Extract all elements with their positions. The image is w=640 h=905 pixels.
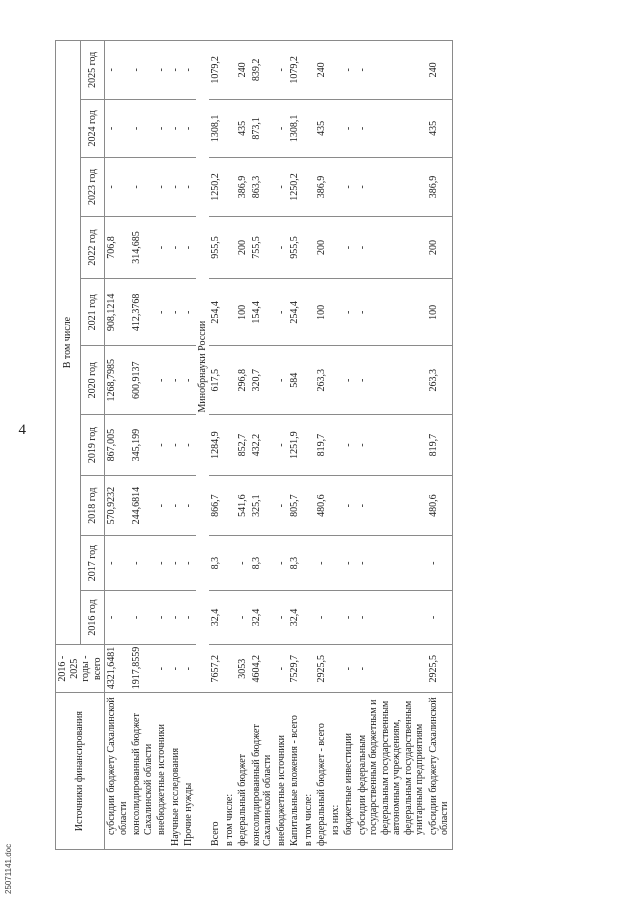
table-row bbox=[155, 41, 169, 850]
table-cell: 244,6814 bbox=[130, 475, 155, 536]
table-cell bbox=[302, 216, 316, 279]
table-cell: - bbox=[130, 536, 155, 590]
table-cell bbox=[223, 158, 237, 217]
table-cell: - bbox=[236, 536, 250, 590]
table-cell: - bbox=[356, 41, 427, 100]
row-label: субсидии федеральным государственным бюджетным и федеральным государственным автономным учреждениям, федеральным государственным унитарным предприятиям bbox=[356, 693, 427, 850]
table-cell: 4604,2 bbox=[250, 645, 275, 693]
table-cell bbox=[223, 41, 237, 100]
table-cell: 254,4 bbox=[288, 279, 302, 346]
table-cell bbox=[223, 415, 237, 476]
table-cell: - bbox=[342, 590, 356, 644]
header-year: 2021 год bbox=[80, 279, 105, 346]
table-cell: - bbox=[155, 279, 169, 346]
table-cell: - bbox=[155, 99, 169, 158]
table-cell: 480,6 bbox=[427, 475, 453, 536]
table-cell: - bbox=[105, 41, 131, 100]
table-cell: 8,3 bbox=[209, 536, 223, 590]
table-cell: 955,5 bbox=[209, 216, 223, 279]
table-cell: 600,9137 bbox=[130, 346, 155, 415]
table-cell: - bbox=[275, 279, 289, 346]
financing-table bbox=[55, 40, 453, 850]
table-cell: - bbox=[275, 158, 289, 217]
table-cell: - bbox=[169, 216, 183, 279]
header-year: 2016 год bbox=[80, 590, 105, 644]
row-label: в том числе: bbox=[302, 693, 316, 850]
table-row bbox=[329, 41, 343, 850]
table-cell bbox=[329, 279, 343, 346]
table-cell bbox=[223, 99, 237, 158]
table-row bbox=[223, 41, 237, 850]
table-cell: 1308,1 bbox=[288, 99, 302, 158]
table-row bbox=[209, 41, 223, 850]
header-year: 2023 год bbox=[80, 158, 105, 217]
table-row bbox=[342, 41, 356, 850]
table-cell: - bbox=[155, 346, 169, 415]
table-cell: 1251,9 bbox=[288, 415, 302, 476]
table-cell: 570,9232 bbox=[105, 475, 131, 536]
table-cell bbox=[329, 645, 343, 693]
table-cell: - bbox=[130, 99, 155, 158]
row-label: федеральный бюджет - всего bbox=[315, 693, 329, 850]
row-label: бюджетные инвестиции bbox=[342, 693, 356, 850]
table-cell: 873,1 bbox=[250, 99, 275, 158]
table-cell: 386,9 bbox=[315, 158, 329, 217]
table-cell: - bbox=[130, 158, 155, 217]
table-row bbox=[169, 41, 183, 850]
table-cell: 100 bbox=[236, 279, 250, 346]
table-cell: - bbox=[182, 346, 196, 415]
table-cell: - bbox=[182, 590, 196, 644]
table-cell: - bbox=[169, 41, 183, 100]
table-cell: - bbox=[169, 645, 183, 693]
table-cell: - bbox=[342, 475, 356, 536]
table-cell: 1250,2 bbox=[209, 158, 223, 217]
row-label: внебюджетные источники bbox=[275, 693, 289, 850]
table-cell: - bbox=[315, 536, 329, 590]
table-cell: 32,4 bbox=[288, 590, 302, 644]
table-cell: 263,3 bbox=[315, 346, 329, 415]
table-cell: 320,7 bbox=[250, 346, 275, 415]
table-cell bbox=[329, 475, 343, 536]
table-cell: - bbox=[356, 346, 427, 415]
table-cell: - bbox=[342, 645, 356, 693]
table-cell: - bbox=[155, 158, 169, 217]
table-cell: 435 bbox=[315, 99, 329, 158]
row-label: внебюджетные источники bbox=[155, 693, 169, 850]
table-cell bbox=[223, 536, 237, 590]
header-year: 2025 год bbox=[80, 41, 105, 100]
table-cell bbox=[329, 99, 343, 158]
row-label: Капитальные вложения - всего bbox=[288, 693, 302, 850]
table-cell: - bbox=[342, 99, 356, 158]
table-cell: - bbox=[169, 590, 183, 644]
table-cell: 200 bbox=[315, 216, 329, 279]
table-cell bbox=[329, 158, 343, 217]
table-cell: - bbox=[182, 279, 196, 346]
table-cell bbox=[302, 590, 316, 644]
table-cell: 200 bbox=[427, 216, 453, 279]
footer-filename: 25071141.doc bbox=[4, 843, 13, 894]
table-cell: - bbox=[182, 415, 196, 476]
table-cell bbox=[196, 693, 210, 850]
table-cell: 412,3768 bbox=[130, 279, 155, 346]
table-cell: 866,7 bbox=[209, 475, 223, 536]
table-cell: - bbox=[356, 279, 427, 346]
header-year: 2018 год bbox=[80, 475, 105, 536]
section-row bbox=[196, 41, 210, 850]
table-cell: 240 bbox=[427, 41, 453, 100]
table-cell: 839,2 bbox=[250, 41, 275, 100]
table-cell bbox=[302, 536, 316, 590]
table-cell: - bbox=[356, 536, 427, 590]
table-row bbox=[315, 41, 329, 850]
table-cell: 852,7 bbox=[236, 415, 250, 476]
table-cell: - bbox=[155, 536, 169, 590]
table-cell: 240 bbox=[315, 41, 329, 100]
table-cell: 1917,8559 bbox=[130, 645, 155, 693]
table-cell: 240 bbox=[236, 41, 250, 100]
table-cell: 805,7 bbox=[288, 475, 302, 536]
table-cell bbox=[329, 536, 343, 590]
header-source: Источники финансирования bbox=[56, 693, 105, 850]
table-cell: - bbox=[182, 216, 196, 279]
table-cell: - bbox=[169, 415, 183, 476]
table-cell: - bbox=[105, 99, 131, 158]
table-row bbox=[236, 41, 250, 850]
row-label: субсидии бюджету Сахалинской области bbox=[427, 693, 453, 850]
table-cell: - bbox=[275, 590, 289, 644]
row-label: субсидии бюджету Сахалинской области bbox=[105, 693, 131, 850]
table-cell: - bbox=[169, 346, 183, 415]
row-label: Научные исследования bbox=[169, 693, 183, 850]
header-row-1 bbox=[56, 41, 81, 850]
table-cell: - bbox=[105, 158, 131, 217]
table-cell: 706,8 bbox=[105, 216, 131, 279]
table-cell: 908,1214 bbox=[105, 279, 131, 346]
table-cell: - bbox=[315, 590, 329, 644]
row-label: федеральный бюджет bbox=[236, 693, 250, 850]
table-cell bbox=[223, 645, 237, 693]
table-cell: 480,6 bbox=[315, 475, 329, 536]
table-cell: - bbox=[356, 158, 427, 217]
table-cell bbox=[329, 590, 343, 644]
table-cell: 154,4 bbox=[250, 279, 275, 346]
header-group: В том числе bbox=[56, 41, 81, 645]
table-cell: - bbox=[155, 645, 169, 693]
table-cell: - bbox=[182, 475, 196, 536]
table-cell: 867,005 bbox=[105, 415, 131, 476]
table-cell: - bbox=[169, 158, 183, 217]
row-label: в том числе: bbox=[223, 693, 237, 850]
table-cell: - bbox=[182, 41, 196, 100]
table-row bbox=[302, 41, 316, 850]
table-cell: 1079,2 bbox=[209, 41, 223, 100]
table-cell: 1268,7985 bbox=[105, 346, 131, 415]
table-cell bbox=[302, 279, 316, 346]
table-cell: - bbox=[155, 475, 169, 536]
table-row bbox=[275, 41, 289, 850]
table-cell: - bbox=[275, 475, 289, 536]
table-cell: 819,7 bbox=[427, 415, 453, 476]
table-cell: 435 bbox=[427, 99, 453, 158]
table-cell: 345,199 bbox=[130, 415, 155, 476]
table-cell: 2925,5 bbox=[427, 645, 453, 693]
table-cell: 955,5 bbox=[288, 216, 302, 279]
table-cell bbox=[302, 99, 316, 158]
table-cell: - bbox=[130, 590, 155, 644]
table-cell: 1079,2 bbox=[288, 41, 302, 100]
table-cell: 432,2 bbox=[250, 415, 275, 476]
table-cell: - bbox=[155, 41, 169, 100]
table-cell: - bbox=[182, 99, 196, 158]
table-cell: - bbox=[342, 216, 356, 279]
table-cell bbox=[302, 645, 316, 693]
page-number: 4 bbox=[18, 422, 26, 438]
table-row bbox=[182, 41, 196, 850]
table-cell: - bbox=[105, 536, 131, 590]
table-cell: - bbox=[427, 590, 453, 644]
table-cell bbox=[223, 279, 237, 346]
table-cell: 4321,6481 bbox=[105, 645, 131, 693]
table-cell: - bbox=[356, 475, 427, 536]
table-cell: 863,3 bbox=[250, 158, 275, 217]
header-total: 2016 - 2025 годы - всего bbox=[56, 645, 105, 693]
table-cell: - bbox=[275, 645, 289, 693]
table-cell bbox=[302, 158, 316, 217]
table-cell: - bbox=[130, 41, 155, 100]
table-cell: 254,4 bbox=[209, 279, 223, 346]
table-cell: - bbox=[275, 99, 289, 158]
table-row bbox=[427, 41, 453, 850]
section-title: Минобрнауки России bbox=[196, 41, 210, 693]
table-row bbox=[130, 41, 155, 850]
table-cell bbox=[223, 216, 237, 279]
table-cell: - bbox=[169, 279, 183, 346]
table-cell bbox=[302, 346, 316, 415]
table-cell: 1284,9 bbox=[209, 415, 223, 476]
table-cell: - bbox=[275, 216, 289, 279]
table-cell: 819,7 bbox=[315, 415, 329, 476]
row-label: Всего bbox=[209, 693, 223, 850]
rotated-table-container bbox=[55, 40, 595, 850]
table-cell: 755,5 bbox=[250, 216, 275, 279]
table-cell: 584 bbox=[288, 346, 302, 415]
table-cell: - bbox=[105, 590, 131, 644]
table-cell: 32,4 bbox=[250, 590, 275, 644]
table-cell: 100 bbox=[315, 279, 329, 346]
header-year: 2024 год bbox=[80, 99, 105, 158]
table-cell bbox=[223, 590, 237, 644]
header-year: 2020 год bbox=[80, 346, 105, 415]
table-cell: 7529,7 bbox=[288, 645, 302, 693]
table-cell: - bbox=[356, 645, 427, 693]
table-cell: - bbox=[356, 415, 427, 476]
table-cell bbox=[329, 346, 343, 415]
table-cell bbox=[223, 475, 237, 536]
table-cell bbox=[223, 346, 237, 415]
table-row bbox=[250, 41, 275, 850]
table-cell: 435 bbox=[236, 99, 250, 158]
table-cell: - bbox=[356, 216, 427, 279]
table-cell: 1308,1 bbox=[209, 99, 223, 158]
row-label: консолидированный бюджет Сахалинской области bbox=[130, 693, 155, 850]
table-cell: - bbox=[342, 415, 356, 476]
row-label: консолидированный бюджет Сахалинской области bbox=[250, 693, 275, 850]
table-cell: 263,3 bbox=[427, 346, 453, 415]
table-cell: 314,685 bbox=[130, 216, 155, 279]
table-cell: - bbox=[155, 216, 169, 279]
table-cell: 296,8 bbox=[236, 346, 250, 415]
table-cell bbox=[329, 216, 343, 279]
table-cell: - bbox=[275, 346, 289, 415]
table-cell: - bbox=[169, 536, 183, 590]
table-cell: - bbox=[155, 415, 169, 476]
table-cell: - bbox=[182, 536, 196, 590]
table-row bbox=[105, 41, 131, 850]
table-cell: 8,3 bbox=[288, 536, 302, 590]
table-cell bbox=[302, 415, 316, 476]
table-row bbox=[356, 41, 427, 850]
table-cell bbox=[329, 415, 343, 476]
table-cell: 386,9 bbox=[427, 158, 453, 217]
table-cell: - bbox=[275, 415, 289, 476]
table-cell: - bbox=[342, 158, 356, 217]
table-cell: - bbox=[169, 475, 183, 536]
table-cell: - bbox=[342, 41, 356, 100]
table-cell: 100 bbox=[427, 279, 453, 346]
table-cell: - bbox=[182, 645, 196, 693]
table-cell: 3053 bbox=[236, 645, 250, 693]
table-cell: - bbox=[275, 41, 289, 100]
table-cell: 1250,2 bbox=[288, 158, 302, 217]
table-cell bbox=[329, 41, 343, 100]
table-cell: 2925,5 bbox=[315, 645, 329, 693]
table-cell: - bbox=[356, 590, 427, 644]
table-body bbox=[105, 41, 453, 850]
table-cell: - bbox=[356, 99, 427, 158]
table-row bbox=[288, 41, 302, 850]
header-year: 2017 год bbox=[80, 536, 105, 590]
table-cell: - bbox=[169, 99, 183, 158]
row-label: Прочие нужды bbox=[182, 693, 196, 850]
table-cell: 32,4 bbox=[209, 590, 223, 644]
table-cell: - bbox=[236, 590, 250, 644]
table-cell: 325,1 bbox=[250, 475, 275, 536]
table-cell: - bbox=[275, 536, 289, 590]
table-cell: - bbox=[342, 279, 356, 346]
table-cell: - bbox=[342, 536, 356, 590]
table-cell: - bbox=[182, 158, 196, 217]
row-label: из них: bbox=[329, 693, 343, 850]
table-cell: 541,6 bbox=[236, 475, 250, 536]
table-cell: 617,5 bbox=[209, 346, 223, 415]
table-cell bbox=[302, 41, 316, 100]
table-cell: 200 bbox=[236, 216, 250, 279]
table-cell: 386,9 bbox=[236, 158, 250, 217]
header-year: 2022 год bbox=[80, 216, 105, 279]
table-cell: - bbox=[427, 536, 453, 590]
table-cell bbox=[302, 475, 316, 536]
header-year: 2019 год bbox=[80, 415, 105, 476]
table-cell: - bbox=[342, 346, 356, 415]
table-cell: 8,3 bbox=[250, 536, 275, 590]
table-cell: - bbox=[155, 590, 169, 644]
table-cell: 7657,2 bbox=[209, 645, 223, 693]
